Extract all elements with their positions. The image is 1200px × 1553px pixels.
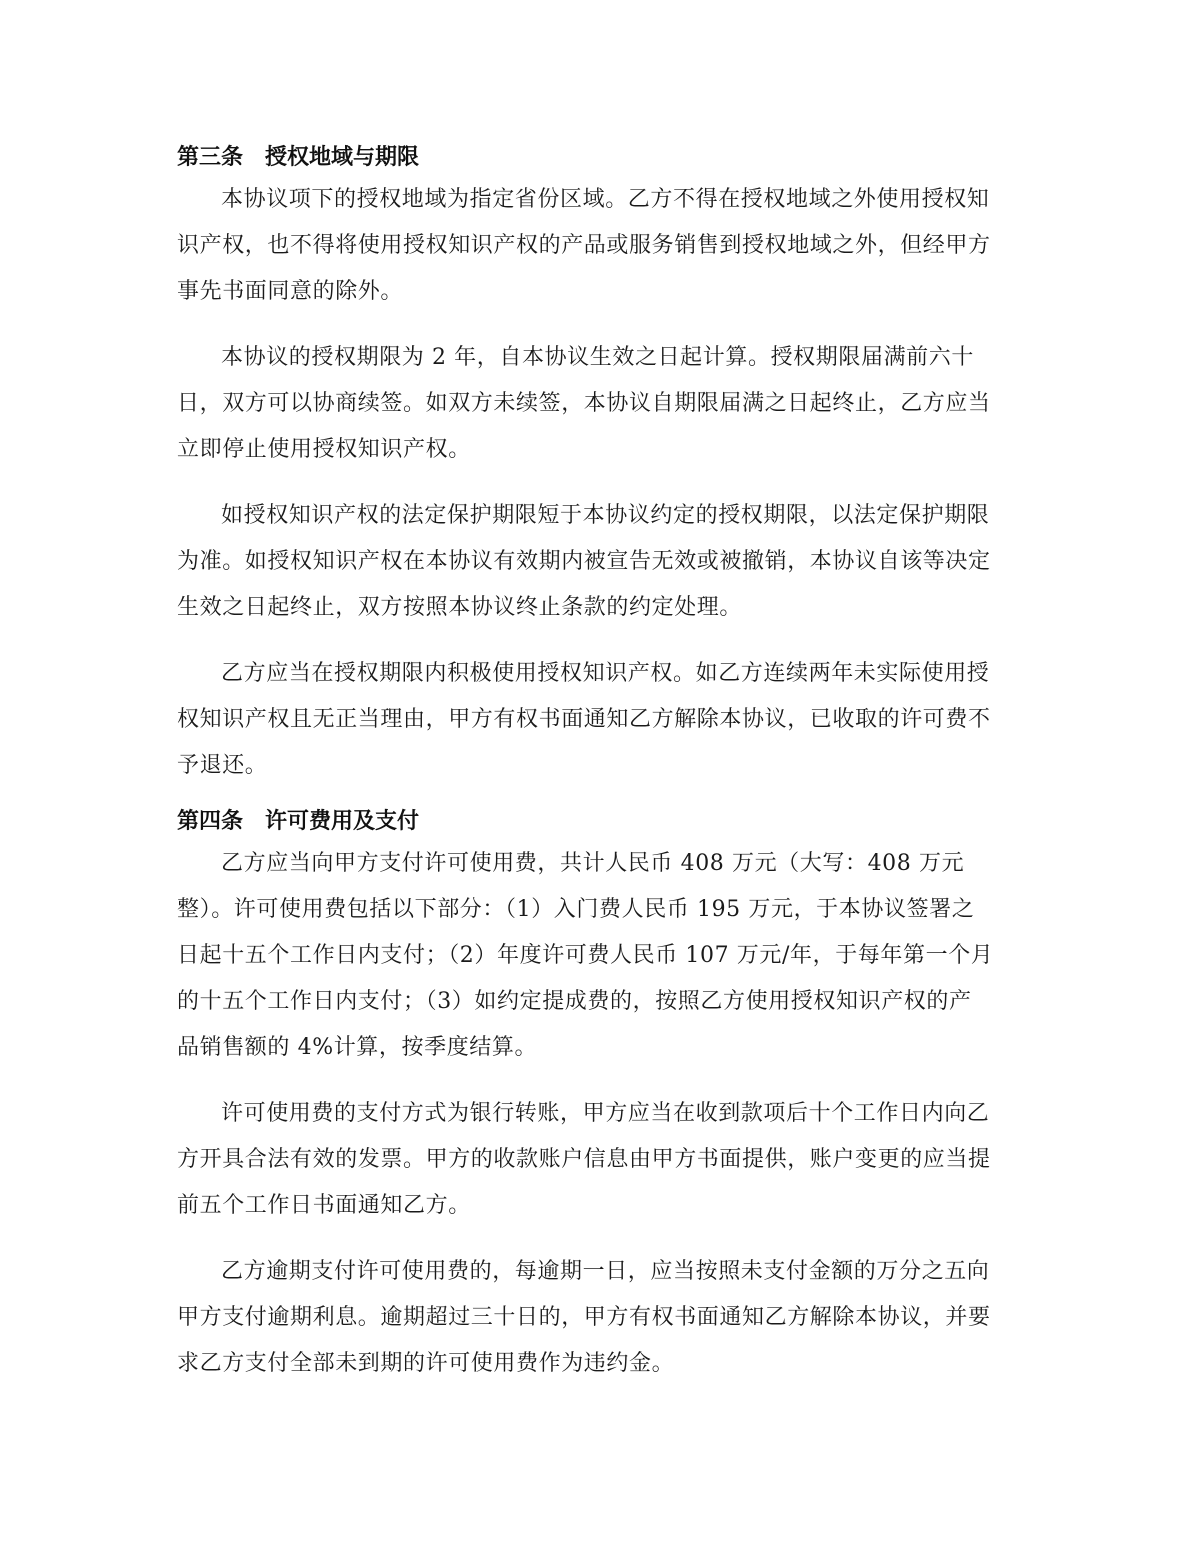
paragraph <box>177 177 1027 315</box>
section-title: 授权地域与期限 <box>265 145 420 170</box>
paragraph-line: 识产权，也不得将使用授权知识产权的产品或服务销售到授权地域之外，但经甲方 <box>177 233 991 258</box>
paragraph-line: 求乙方支付全部未到期的许可使用费作为违约金。 <box>177 1351 675 1376</box>
section-number: 第三条 <box>177 145 244 170</box>
paragraph <box>177 841 1027 1071</box>
paragraph-line: 日，双方可以协商续签。如双方未续签，本协议自期限届满之日起终止，乙方应当 <box>177 391 991 416</box>
paragraph <box>177 335 1027 473</box>
paragraph-line: 权知识产权且无正当理由，甲方有权书面通知乙方解除本协议，已收取的许可费不 <box>177 707 991 732</box>
paragraph-line: 事先书面同意的除外。 <box>177 279 404 304</box>
paragraph <box>177 493 1027 631</box>
paragraph-line: 乙方应当在授权期限内积极使用授权知识产权。如乙方连续两年未实际使用授 <box>221 661 990 686</box>
paragraph-line: 本协议的授权期限为 2 年，自本协议生效之日起计算。授权期限届满前六十 <box>221 345 974 370</box>
paragraph <box>177 1249 1027 1387</box>
paragraph-line: 本协议项下的授权地域为指定省份区域。乙方不得在授权地域之外使用授权知 <box>221 187 990 212</box>
paragraph-line: 乙方逾期支付许可使用费的，每逾期一日，应当按照未支付金额的万分之五向 <box>221 1259 990 1284</box>
document-body <box>177 143 1027 1387</box>
section-heading <box>177 143 1027 173</box>
paragraph-line: 为准。如授权知识产权在本协议有效期内被宣告无效或被撤销，本协议自该等决定 <box>177 549 991 574</box>
paragraph-line: 日起十五个工作日内支付；（2）年度许可费人民币 107 万元/年，于每年第一个月 <box>177 943 994 968</box>
section-title: 许可费用及支付 <box>265 809 420 834</box>
paragraph-line: 甲方支付逾期利息。逾期超过三十日的，甲方有权书面通知乙方解除本协议，并要 <box>177 1305 991 1330</box>
paragraph-line: 如授权知识产权的法定保护期限短于本协议约定的授权期限，以法定保护期限 <box>221 503 990 528</box>
paragraph-line: 立即停止使用授权知识产权。 <box>177 437 471 462</box>
section-number: 第四条 <box>177 809 244 834</box>
paragraph-line: 乙方应当向甲方支付许可使用费，共计人民币 408 万元（大写：408 万元 <box>221 851 965 876</box>
paragraph-line: 方开具合法有效的发票。甲方的收款账户信息由甲方书面提供，账户变更的应当提 <box>177 1147 991 1172</box>
paragraph-line: 的十五个工作日内支付；（3）如约定提成费的，按照乙方使用授权知识产权的产 <box>177 989 972 1014</box>
paragraph-line: 予退还。 <box>177 753 268 778</box>
paragraph <box>177 651 1027 789</box>
paragraph-line: 品销售额的 4%计算，按季度结算。 <box>177 1035 538 1060</box>
paragraph-line: 生效之日起终止，双方按照本协议终止条款的约定处理。 <box>177 595 743 620</box>
section-heading <box>177 807 1027 837</box>
paragraph-line: 许可使用费的支付方式为银行转账，甲方应当在收到款项后十个工作日内向乙 <box>221 1101 990 1126</box>
paragraph <box>177 1091 1027 1229</box>
paragraph-line: 整）。许可使用费包括以下部分：（1）入门费人民币 195 万元，于本协议签署之 <box>177 897 975 922</box>
paragraph-line: 前五个工作日书面通知乙方。 <box>177 1193 471 1218</box>
